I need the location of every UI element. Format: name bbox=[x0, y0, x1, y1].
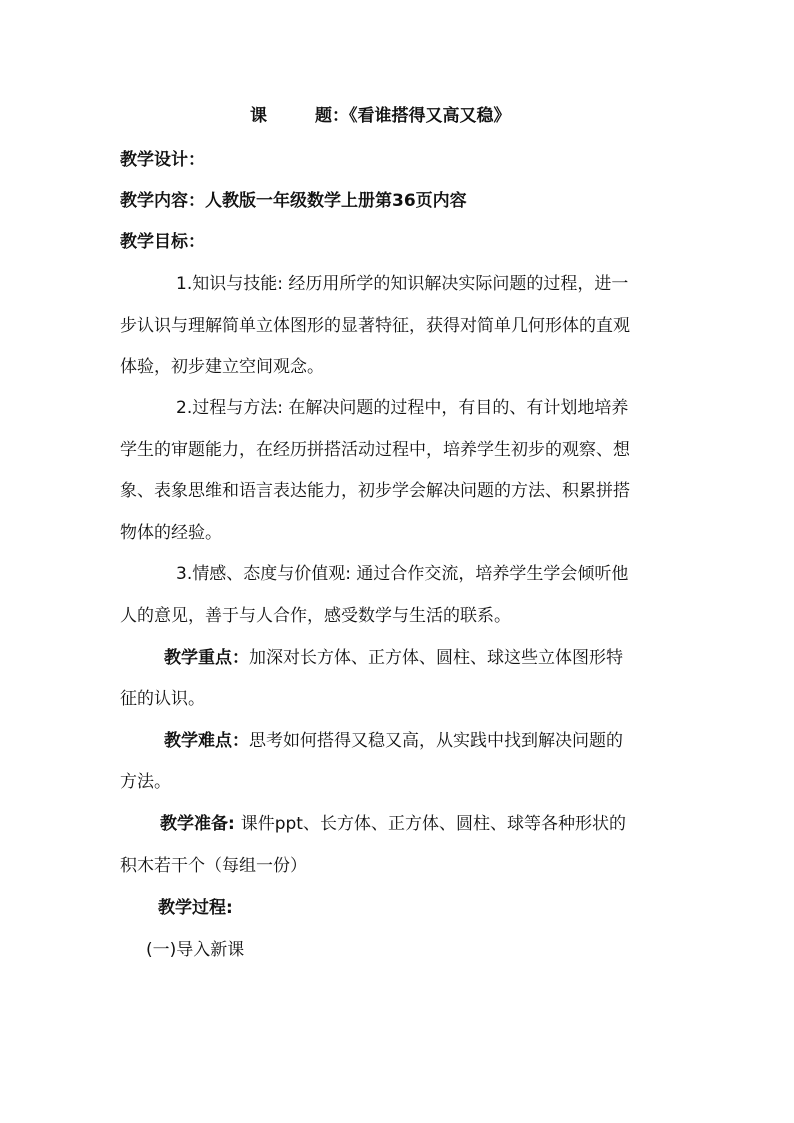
goal1-line3: 体验，初步建立空间观念。 bbox=[120, 357, 324, 377]
goal2-line3: 象、表象思维和语言表达能力，初步学会解决问题的方法、积累拼搭 bbox=[120, 481, 630, 501]
key-point-label: 教学重点： bbox=[164, 648, 249, 668]
goal2-line1: 2.过程与方法: 在解决问题的过程中，有目的、有计划地培养 bbox=[176, 398, 629, 418]
goal2-line4: 物体的经验。 bbox=[120, 523, 222, 543]
lesson-title bbox=[250, 106, 511, 126]
preparation-line1: 教学准备: 课件ppt、长方体、正方体、圆柱、球等各种形状的 bbox=[160, 814, 626, 834]
content-line bbox=[120, 191, 467, 211]
content-text: 人教版一年级数学上册第36页内容 bbox=[205, 191, 467, 211]
title-label-b: 题： bbox=[315, 106, 349, 126]
goal1-line1: 1.知识与技能: 经历用所学的知识解决实际问题的过程，进一 bbox=[176, 274, 629, 294]
process-heading: 教学过程: bbox=[158, 898, 233, 918]
goal1-line2: 步认识与理解简单立体图形的显著特征，获得对简单几何形体的直观 bbox=[120, 316, 630, 336]
key-point-line2: 征的认识。 bbox=[120, 689, 205, 709]
content-label: 教学内容： bbox=[120, 191, 205, 211]
key-point-line1: 教学重点：加深对长方体、正方体、圆柱、球这些立体图形特 bbox=[164, 648, 623, 668]
title-label-a: 课 bbox=[250, 106, 267, 126]
goal3-line2: 人的意见，善于与人合作，感受数学与生活的联系。 bbox=[120, 606, 511, 626]
difficulty-label: 教学难点： bbox=[164, 731, 249, 751]
difficulty-line1: 教学难点：思考如何搭得又稳又高，从实践中找到解决问题的 bbox=[164, 731, 623, 751]
goal3-lead: 3.情感、态度与价值观: bbox=[176, 564, 357, 584]
title-text: 《看谁搭得又高又稳》 bbox=[349, 106, 511, 126]
goal2-line2: 学生的审题能力，在经历拼搭活动过程中，培养学生初步的观察、想 bbox=[120, 440, 630, 460]
preparation-line2: 积木若干个（每组一份） bbox=[120, 856, 307, 876]
design-heading: 教学设计： bbox=[120, 150, 205, 170]
preparation-label: 教学准备: bbox=[160, 814, 241, 834]
difficulty-line2: 方法。 bbox=[120, 772, 171, 792]
section-1-heading: (一)导入新课 bbox=[146, 940, 245, 960]
goals-heading: 教学目标： bbox=[120, 232, 205, 252]
goal2-lead: 2.过程与方法: bbox=[176, 398, 289, 418]
goal3-line1: 3.情感、态度与价值观: 通过合作交流，培养学生学会倾听他 bbox=[176, 564, 629, 584]
goal1-lead: 1.知识与技能: bbox=[176, 274, 289, 294]
